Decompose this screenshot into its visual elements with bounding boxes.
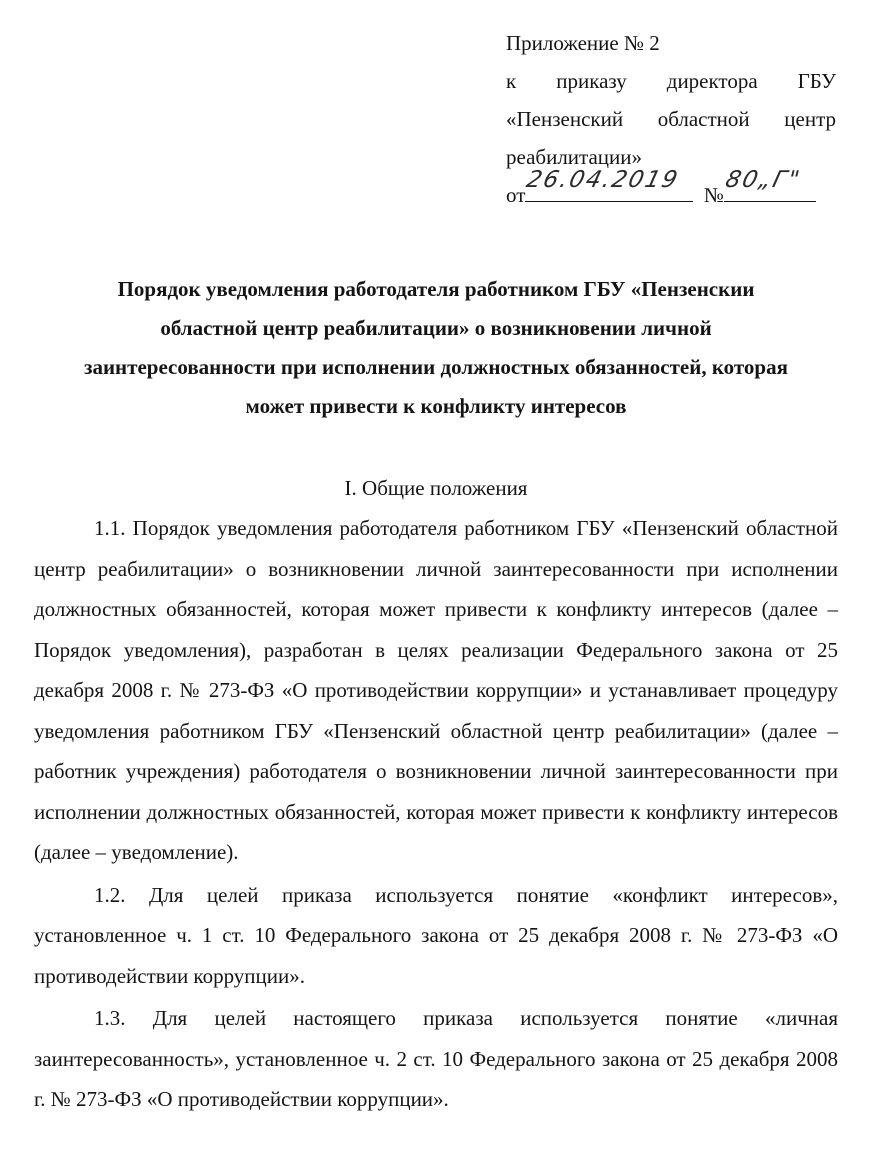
number-prefix: № [703,183,724,207]
title-line: Порядок уведомления работодателя работником ГБУ «Пензенскии [117,277,755,301]
title-line: заинтересованности при исполнении должностных обязанностей, которая [84,355,788,379]
title-line: может привести к конфликту интересов [245,394,627,418]
handwritten-number: 80„Г" [722,167,804,193]
appendix-org-line-end: реабилитации» [506,145,643,169]
section-body [34,508,838,1122]
number-blank [722,167,816,202]
appendix-org-line: «Пензенский областной центр [506,107,836,131]
title-line: областной центр реабилитации» о возникновении личной [160,316,712,340]
document-title [30,270,842,426]
appendix-date-line [506,167,836,214]
date-prefix: от [506,183,526,207]
date-blank [524,167,693,202]
paragraph-1-1: 1.1. Порядок уведомления работодателя работником ГБУ «Пензенский областной центр реабилитации» о возникновении личной заинтересованности при исполнении должностных обязанностей, которая может привести к конфликту интересов (далее – Порядок уведомления), разработан в целях реализации Федерального закона от 25 декабря 2008 г. № 273-ФЗ «О противодействии коррупции» и устанавливает процедуру уведомления работником ГБУ «Пензенский областной центр реабилитации» (далее – работник учреждения) работодателя о возникновении личной заинтересованности при исполнении должностных обязанностей, которая может привести к конфликту интересов (далее – уведомление). [34,516,838,864]
appendix-header [506,24,836,214]
appendix-number: Приложение № 2 [506,31,660,55]
handwritten-date: 26.04.2019 [524,167,683,193]
paragraph-1-3: 1.3. Для целей настоящего приказа используется понятие «личная заинтересованность», установленное ч. 2 ст. 10 Федерального закона от 25 декабря 2008 г. № 273-ФЗ «О противодействии коррупции». [34,1006,838,1111]
appendix-order-line: к приказу директора ГБУ [506,69,836,93]
paragraph-1-2: 1.2. Для целей приказа используется понятие «конфликт интересов», установленное ч. 1 ст. 10 Федерального закона от 25 декабря 2008 г. № 273-ФЗ «О противодействии коррупции». [34,882,838,988]
section-heading: I. Общие положения [344,476,528,500]
